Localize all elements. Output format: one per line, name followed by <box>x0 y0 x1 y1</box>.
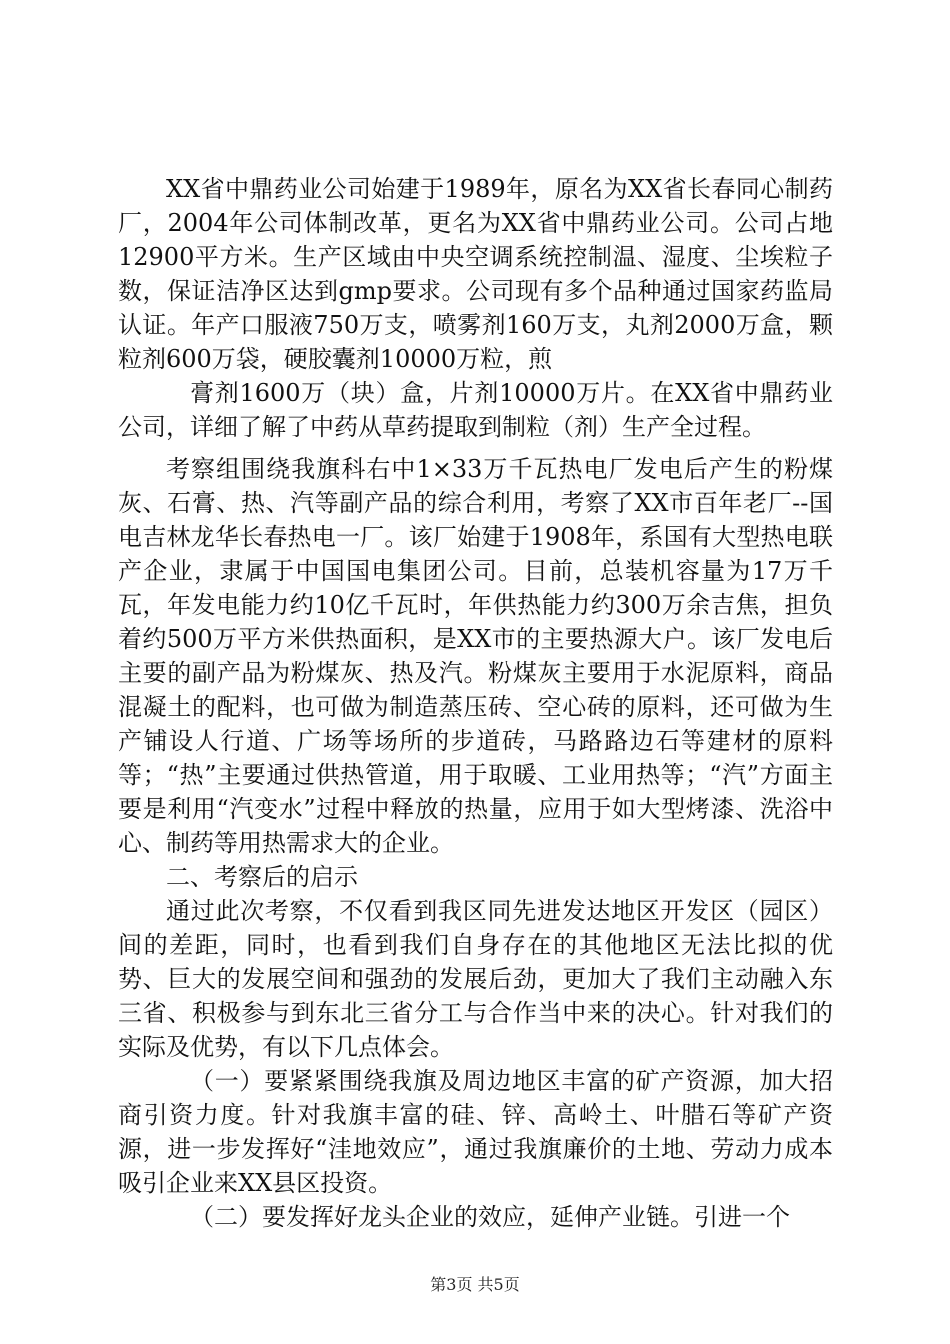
paragraph-pharma-continued: 膏剂1600万（块）盒，片剂10000万片。在XX省中鼎药业公司，详细了解了中药从草药提取到制粒（剂）生产全过程。 <box>118 379 833 441</box>
section-heading: 二、考察后的启示 <box>166 863 358 891</box>
paragraph-power-plant: 考察组围绕我旗科右中1×33万千瓦热电厂发电后产生的粉煤灰、石膏、热、汽等副产品的综合利用，考察了XX市百年老厂--国电吉林龙华长春热电一厂。该厂始建于1908年，系国有大型热电联产企业，隶属于中国国电集团公司。目前，总装机容量为17万千瓦，年发电能力约10亿千瓦时，年供热能力约300万余吉焦，担负着约500万平方米供热面积，是XX市的主要热源大户。该厂发电后主要的副产品为粉煤灰、热及汽。粉煤灰主要用于水泥原料，商品混凝土的配料，也可做为制造蒸压砖、空心砖的原料，还可做为生产铺设人行道、广场等场所的步道砖，马路路边石等建材的原料等；“热”主要通过供热管道，用于取暖、工业用热等；“汽”方面主要是利用“汽变水”过程中释放的热量，应用于如大型烤漆、洗浴中心、制药等用热需求大的企业。 <box>118 455 833 857</box>
paragraph-inspiration: 通过此次考察，不仅看到我区同先进发达地区开发区（园区）间的差距，同时，也看到我们自身存在的其他地区无法比拟的优势、巨大的发展空间和强劲的发展后劲，更加大了我们主动融入东三省、积极参与到东北三省分工与合作当中来的决心。针对我们的实际及优势，有以下几点体会。 <box>118 897 833 1061</box>
text-block-power-plant <box>118 452 833 1234</box>
paragraph-point-one: （一）要紧紧围绕我旗及周边地区丰富的矿产资源，加大招商引资力度。针对我旗丰富的硅、锌、高岭土、叶腊石等矿产资源，进一步发挥好“洼地效应”，通过我旗廉价的土地、劳动力成本吸引企业来XX县区投资。 <box>118 1067 833 1197</box>
text-block-pharma <box>118 172 833 444</box>
paragraph-pharma-company: XX省中鼎药业公司始建于1989年，原名为XX省长春同心制药厂，2004年公司体制改革，更名为XX省中鼎药业公司。公司占地12900平方米。生产区域由中央空调系统控制温、湿度、尘埃粒子数，保证洁净区达到gmp要求。公司现有多个品种通过国家药监局认证。年产口服液750万支，喷雾剂160万支，丸剂2000万盒，颗粒剂600万袋，硬胶囊剂10000万粒，煎 <box>118 175 833 373</box>
paragraph-point-two: （二）要发挥好龙头企业的效应，延伸产业链。引进一个 <box>190 1203 790 1231</box>
page-number: 第3页 共5页 <box>430 1275 520 1294</box>
